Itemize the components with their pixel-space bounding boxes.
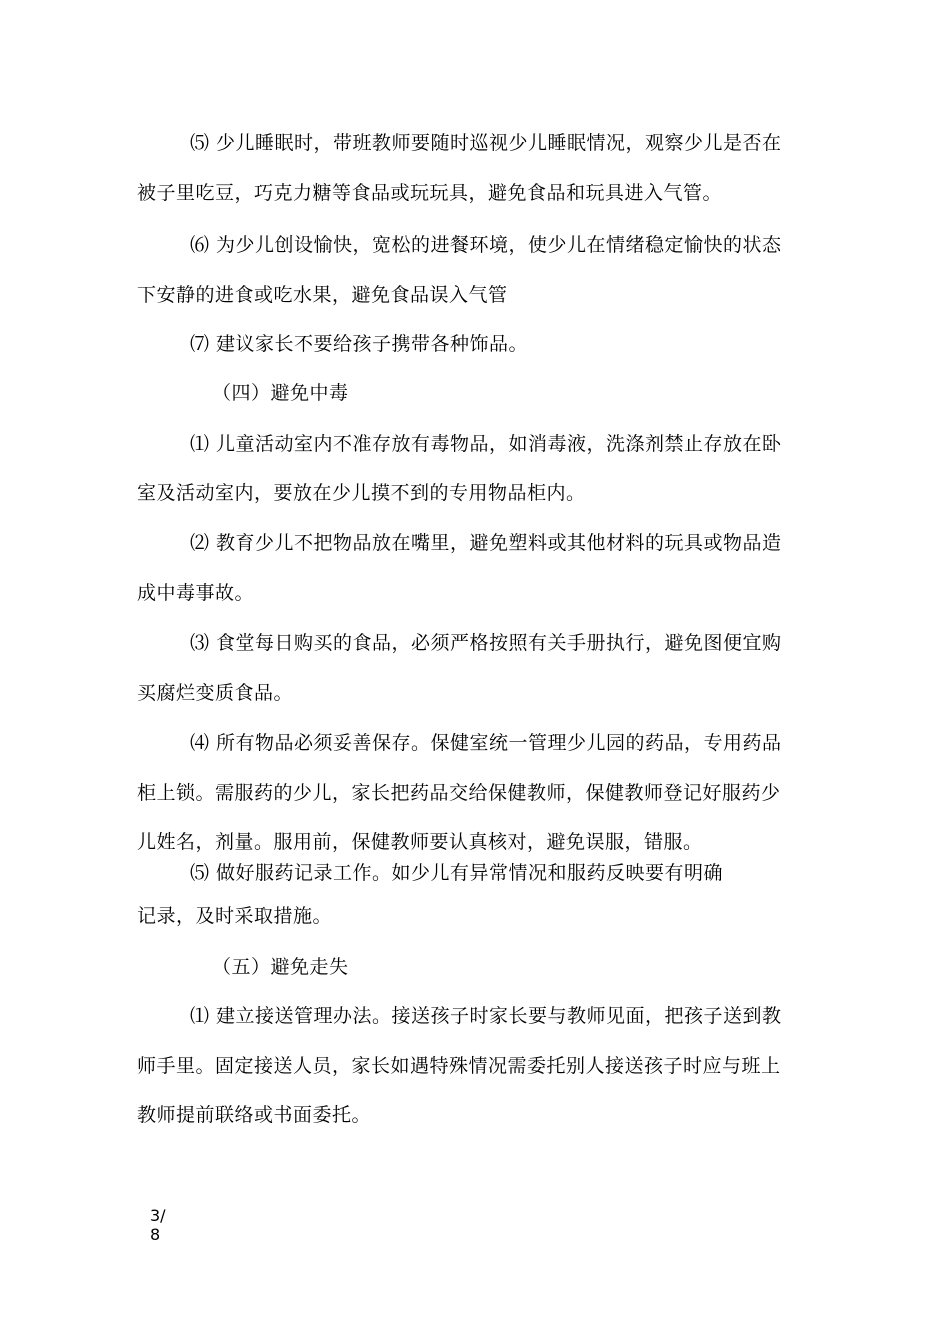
section-heading: （五）避免走失: [212, 956, 349, 978]
text-line: ⑹ 为少儿创设愉快，宽松的进餐环境，使少儿在情绪稳定愉快的状态: [190, 234, 782, 256]
text-line: 成中毒事故。: [137, 582, 255, 604]
page-number: 3/8: [150, 1206, 166, 1244]
text-line: 下安静的进食或吃水果，避免食品误入气管: [137, 284, 508, 306]
text-line: 被子里吃豆，巧克力糖等食品或玩玩具，避免食品和玩具进入气管。: [137, 182, 723, 204]
text-line: ⑷ 所有物品必须妥善保存。保健室统一管理少儿园的药品，专用药品: [190, 732, 782, 754]
text-line: 教师提前联络或书面委托。: [137, 1104, 372, 1126]
text-line: 儿姓名，剂量。服用前，保健教师要认真核对，避免误服，错服。: [137, 831, 703, 853]
text-line: ⑶ 食堂每日购买的食品，必须严格按照有关手册执行，避免图便宜购: [190, 632, 782, 654]
text-line: ⑵ 教育少儿不把物品放在嘴里，避免塑料或其他材料的玩具或物品造: [190, 532, 782, 554]
text-line: ⑴ 儿童活动室内不准存放有毒物品，如消毒液，洗涤剂禁止存放在卧: [190, 433, 782, 455]
text-line: 买腐烂变质食品。: [137, 682, 294, 704]
text-line: ⑴ 建立接送管理办法。接送孩子时家长要与教师见面，把孩子送到教: [190, 1005, 782, 1027]
text-line: 记录，及时采取措施。: [137, 905, 333, 927]
text-line: 室及活动室内，要放在少儿摸不到的专用物品柜内。: [137, 482, 586, 504]
text-line: ⑸ 少儿睡眠时，带班教师要随时巡视少儿睡眠情况，观察少儿是否在: [190, 132, 782, 154]
text-line: 柜上锁。需服药的少儿，家长把药品交给保健教师，保健教师登记好服药少: [137, 782, 781, 804]
text-line: 师手里。固定接送人员，家长如遇特殊情况需委托别人接送孩子时应与班上: [137, 1055, 781, 1077]
text-line: ⑸ 做好服药记录工作。如少儿有异常情况和服药反映要有明确: [190, 862, 724, 884]
text-line: ⑺ 建议家长不要给孩子携带各种饰品。: [190, 333, 529, 355]
section-heading: （四）避免中毒: [212, 382, 349, 404]
